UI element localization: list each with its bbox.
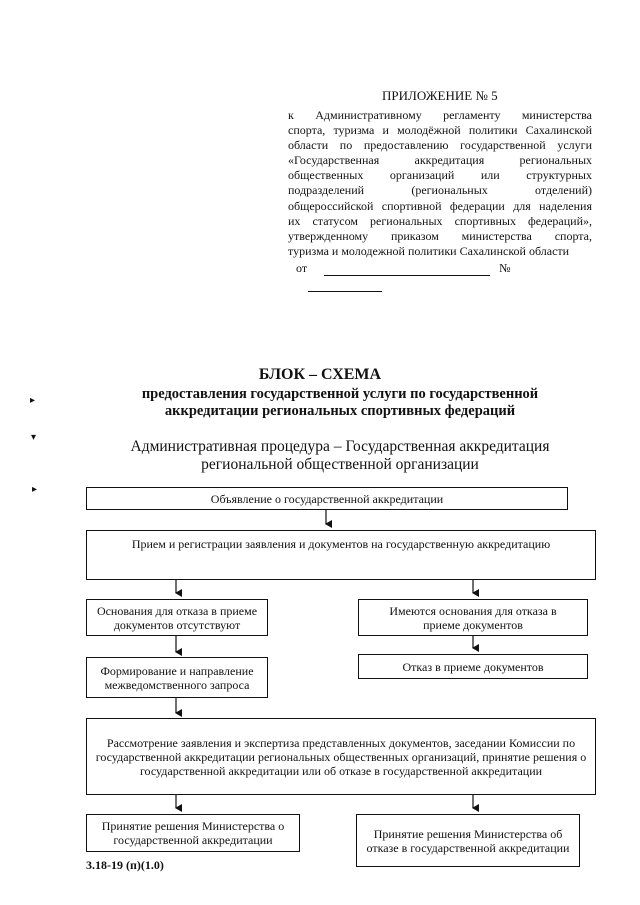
box-interagency: Формирование и направление межведомственного запроса [86, 657, 268, 698]
box-decision-accredit: Принятие решения Министерства о государственной аккредитации [86, 814, 300, 852]
scheme-title: БЛОК – СХЕМА [258, 366, 382, 383]
appendix-line: их статусом региональных спортивных федераций», [288, 213, 592, 228]
box-no-grounds: Основания для отказа в приеме документов отсутствуют [86, 599, 268, 636]
subtitle-line: аккредитации региональных спортивных федераций [164, 403, 516, 419]
document-code: 3.18-19 (п)(1.0) [86, 858, 164, 872]
box-announcement: Объявление о государственной аккредитации [86, 487, 568, 510]
appendix-title: ПРИЛОЖЕНИЕ № 5 [382, 88, 498, 103]
appendix-line: области по предоставлению государственной услуги [288, 138, 592, 153]
margin-mark: ▸ [32, 484, 38, 495]
box-grounds-exist: Имеются основания для отказа в приеме документов [358, 599, 588, 636]
appendix-line: туризма и молодежной политики Сахалинской области [288, 243, 570, 258]
procedure-line: региональной общественной организации [201, 456, 479, 473]
box-reception: Прием и регистрации заявления и документов на государственную аккредитацию [86, 530, 596, 580]
procedure-line: Административная процедура – Государственная аккредитация [130, 438, 550, 455]
appendix-line: утвержденному приказом министерства спорта, [288, 228, 592, 243]
subtitle-line: предоставления государственной услуги по государственной [141, 386, 539, 402]
box-review: Рассмотрение заявления и экспертиза представленных документов, заседании Комиссии по государственной аккредитации региональных общественных организаций, принятие решения о государственной аккредитации или об отказе в государственной аккредитации [86, 718, 596, 795]
margin-mark: ▾ [31, 432, 37, 443]
appendix-line: к Административному регламенту министерства [288, 108, 592, 122]
appendix-line: спорта, туризма и молодёжной политики Сахалинской [288, 123, 592, 138]
appendix-line: подразделений (региональных отделений) [288, 183, 592, 198]
margin-mark: ▸ [30, 395, 36, 406]
appendix-line: «Государственная аккредитация региональных [288, 153, 592, 168]
date-label: от [296, 261, 308, 275]
box-refusal: Отказ в приеме документов [358, 654, 588, 679]
number-label: № [499, 261, 511, 275]
appendix-line: общероссийской спортивной федерации для наделения [288, 198, 592, 213]
box-decision-refuse: Принятие решения Министерства об отказе в государственной аккредитации [356, 814, 580, 867]
appendix-line: общественных организаций или структурных [288, 168, 592, 183]
